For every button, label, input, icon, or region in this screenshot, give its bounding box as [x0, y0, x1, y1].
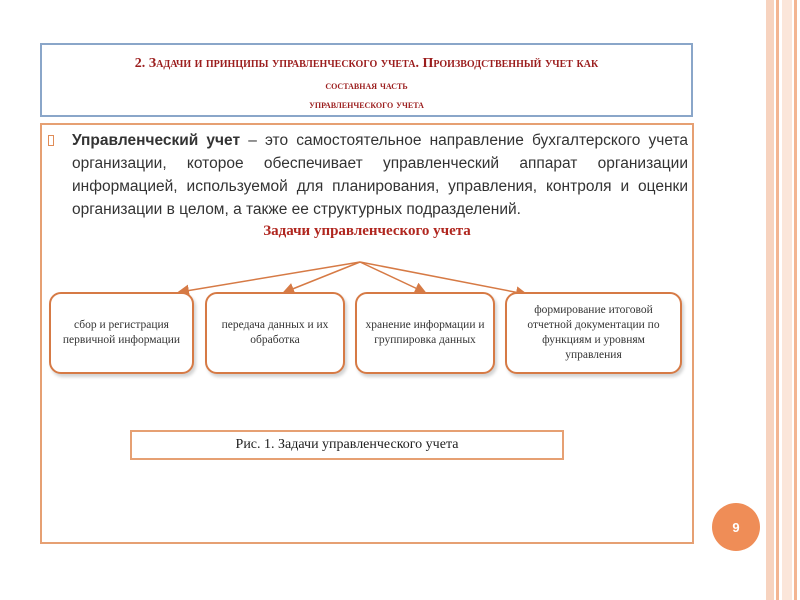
figure-caption: Рис. 1. Задачи управленческого учета [130, 430, 564, 460]
slide-title-line-2: составная часть [325, 78, 408, 92]
definition-text: – это самостоятельное направление бухгалтерского учета организации, которое обеспечивает управленческий аппарат организации информацией, используемой для планирования, управления, контроля и оценки организации в целом, а также ее структурных подразделений. [72, 132, 688, 218]
task-box-4: формирование итоговой отчетной документации по функциям и уровням управления [505, 292, 682, 374]
definition-term: Управленческий учет [72, 132, 241, 149]
task-box-2: передача данных и их обработка [205, 292, 345, 374]
task-box-3: хранение информации и группировка данных [355, 292, 495, 374]
bullet-icon [48, 135, 54, 146]
slide-title-line-1: 2. Задачи и принципы управленческого учета. Производственный учет как [134, 56, 599, 71]
slide-title-box [40, 43, 693, 117]
page-number-badge: 9 [712, 503, 760, 551]
definition-paragraph [72, 129, 688, 221]
slide-title-line-3: управленческого учета [309, 99, 424, 111]
diagram-title: Задачи управленческого учета [263, 223, 471, 239]
task-box-1: сбор и регистрация первичной информации [49, 292, 194, 374]
decorative-stripes [762, 0, 800, 600]
